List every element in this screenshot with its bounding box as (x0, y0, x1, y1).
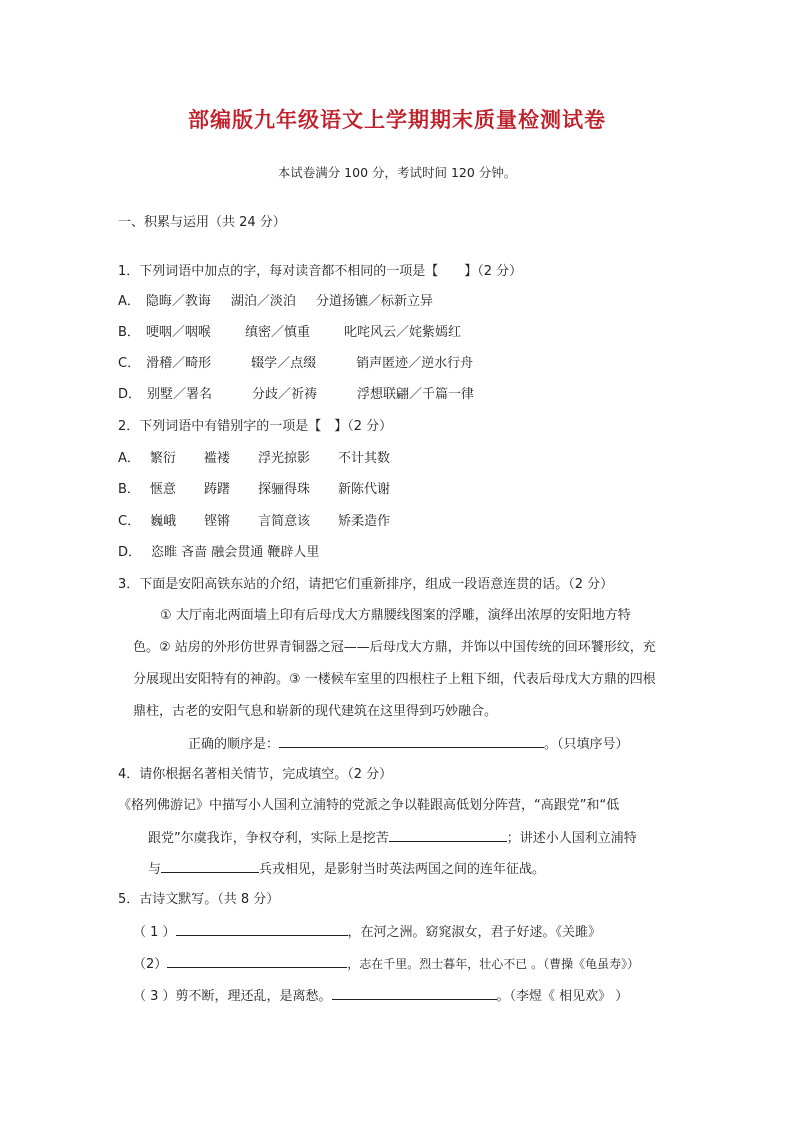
option-item: 辍学／点缀 (251, 356, 317, 371)
answer-blank[interactable] (167, 953, 347, 968)
option-item: 别墅／署名 (147, 387, 213, 402)
option-item: 分歧／祈祷 (252, 387, 318, 402)
option-item: 言简意该 (258, 514, 311, 529)
question-5-stem: 5．古诗文默写。（共 8 分） (118, 892, 280, 907)
option-item: 缜密／慎重 (244, 325, 310, 340)
option-item: 矫柔造作 (338, 514, 391, 529)
option-item: 滑稽／畸形 (146, 356, 212, 371)
option-item: 探骊得珠 (257, 482, 310, 497)
option-item: 铿锵 (204, 514, 231, 529)
option-item: 踌躇 (203, 482, 230, 497)
question-2-stem: 2．下列词语中有错别字的一项是【 】（2 分） (118, 419, 393, 434)
option-item: 隐晦／教诲 (145, 294, 211, 309)
option-item: 褴褛 (203, 451, 230, 466)
option-item: 哽咽／咽喉 (145, 325, 211, 340)
q5-item (133, 985, 628, 1007)
q4-text: 兵戎相见，是影射当时英法两国之间的连年征战。 (259, 862, 546, 877)
section-heading: 一、积累与运用（共 24 分） (118, 215, 286, 230)
q4-text: 与 (148, 862, 162, 877)
option-item: 巍峨 (150, 514, 177, 529)
q2-option-d (118, 543, 319, 563)
q5-item (133, 921, 601, 943)
q2-option-c (118, 512, 390, 532)
q4-text-line (148, 858, 545, 880)
option-label: C． (118, 356, 141, 371)
q1-option-d (118, 385, 474, 405)
option-label: B． (118, 325, 140, 340)
q2-option-a (118, 449, 390, 469)
option-item: 浮光掠影 (257, 451, 310, 466)
q4-text: 跟党”尔虞我诈，争权夺利，实际上是挖苦 (148, 831, 389, 846)
item-text: 。（李煜《 相见欢》 ） (496, 989, 629, 1004)
q1-option-a (118, 292, 433, 312)
q4-text-line: 《格列佛游记》中描写小人国利立浦特的党派之争以鞋跟高低划分阵营，“高跟党”和“低 (118, 798, 620, 813)
q2-option-b (118, 480, 390, 500)
q3-passage-line: 色。② 站房的外形仿世界青铜器之冠——后母戊大方鼎，并饰以中国传统的回环饕形纹，充 (133, 640, 656, 655)
q3-answer-line (188, 733, 629, 755)
q3-passage-line: 分展现出安阳特有的神韵。③ 一楼候车室里的四根柱子上粗下细，代表后母戊大方鼎的四根 (133, 672, 656, 687)
option-item: 新陈代谢 (337, 482, 390, 497)
item-text: ，在河之洲。窈窕淑女，君子好逑。《关雎》 (347, 925, 602, 940)
answer-blank[interactable] (389, 827, 507, 842)
option-item: 不计其数 (337, 451, 390, 466)
answer-suffix: 。（只填序号） (544, 737, 629, 752)
option-item: 销声匿迹／逆水行舟 (356, 356, 474, 371)
q3-passage-line: 鼎柱，古老的安阳气息和崭新的现代建筑在这里得到巧妙融合。 (133, 704, 498, 719)
option-label: B． (118, 482, 140, 497)
q4-text-line (148, 827, 637, 849)
q4-text: ；讲述小人国利立浦特 (506, 831, 637, 846)
option-label: A． (118, 451, 140, 466)
option-label: A． (118, 294, 140, 309)
question-3-stem: 3．下面是安阳高铁东站的介绍，请把它们重新排序，组成一段语意连贯的话。（2 分） (118, 577, 614, 592)
exam-info: 本试卷满分 100 分，考试时间 120 分钟。 (277, 165, 517, 180)
item-label: （2） (133, 957, 168, 972)
option-label: C． (118, 514, 141, 529)
item-text: ，志在千里。烈士暮年，壮心不已 。（曹操《龟虽寿》） (347, 957, 640, 971)
answer-blank[interactable] (161, 858, 259, 873)
option-item: 湖泊／淡泊 (230, 294, 296, 309)
q3-passage-line: ① 大厅南北两面墙上印有后母戊大方鼎腰线图案的浮雕，演绎出浓厚的安阳地方特 (160, 608, 631, 623)
page-title: 部编版九年级语文上学期期末质量检测试卷 (188, 107, 606, 132)
q1-option-c (118, 354, 473, 374)
item-label: （ 1 ） (133, 925, 176, 940)
item-text: （ 3 ）剪不断，理还乱，是离愁。 (133, 989, 332, 1004)
answer-blank[interactable] (176, 921, 348, 936)
option-item: 叱咤风云／姹紫嫣红 (343, 325, 461, 340)
answer-prefix: 正确的顺序是： (188, 737, 280, 752)
question-1-stem: 1．下列词语中加点的字，每对读音都不相同的一项是【 】（2 分） (118, 264, 523, 279)
option-item: 浮想联翩／千篇一律 (357, 387, 475, 402)
q5-item (133, 953, 639, 975)
q1-option-b (118, 323, 461, 343)
answer-blank[interactable] (332, 985, 497, 1000)
question-4-stem: 4．请你根据名著相关情节，完成填空。（2 分） (118, 767, 393, 782)
option-label: D． (118, 545, 142, 560)
option-item: 惬意 (149, 482, 176, 497)
option-item: 恣睢 吝啬 融会贯通 鞭辟人里 (151, 545, 320, 560)
answer-blank[interactable] (279, 733, 544, 748)
option-item: 繁衍 (149, 451, 176, 466)
option-item: 分道扬镳／标新立异 (315, 294, 433, 309)
option-label: D． (118, 387, 142, 402)
